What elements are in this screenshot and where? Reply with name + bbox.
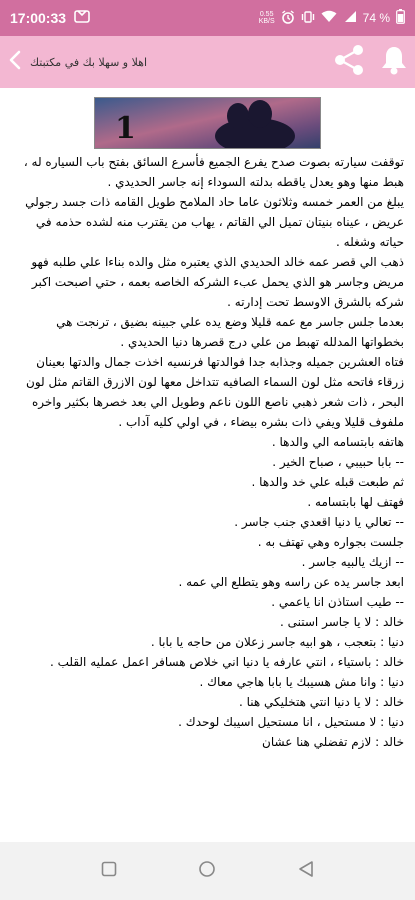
home-button[interactable] [198,860,216,882]
status-time: 17:00:33 [10,10,67,26]
cover-image [94,97,321,149]
notifications-button[interactable] [381,45,407,79]
story-paragraph: خالد : لازم تفضلي هنا عشان [262,735,404,749]
circle-icon [198,860,216,878]
cellular-signal-icon [343,10,357,26]
wifi-icon [321,10,337,26]
network-speed-unit: KB/S [258,18,275,25]
app-bar-left [8,50,147,74]
story-paragraph: خالد : لا يا جاسر استنى . [280,615,404,629]
cover-number: 1 [115,111,136,146]
network-speed-value: 0.55 [259,11,274,18]
share-icon [333,44,365,76]
story-paragraph: ابعد جاسر يده عن راسه وهو يتطلع الي عمه . [178,575,404,589]
story-paragraph: جلست بجواره وهي تهتف به . [257,535,404,549]
story-paragraph: ذهب الي قصر عمه خالد الحديدي الذي يعتبره مثل والده بناءا علي طلبه فهو مريض وجاسر هو الذي يحمل عبء الشركه الخاصه بعمه ، حتي اصبحت اكبر شركه بالشرق الاوسط تحت إدارته . [31,255,404,309]
network-speed [259,11,275,25]
status-right [259,9,405,27]
story-paragraph: توقفت سيارته بصوت صدح يفرع الجميع فأسرع السائق بفتح باب السياره له ، هبط منها وهو يعدل ياقطه بدلته السوداء إنه جاسر الحديدي . [23,155,404,189]
battery-icon [396,9,405,27]
story-paragraph: هاتفه بابتسامه الي والدها . [271,435,404,449]
couple-silhouette-image [95,98,321,149]
story-paragraph: -- تعالي يا دنيا اقعدي جنب جاسر . [234,515,404,529]
recents-button[interactable] [101,861,117,881]
story-content [14,152,404,842]
system-nav-bar [0,842,415,900]
story-paragraph: خالد : باستياء ، انتي عارفه يا دنيا اني خلاص هسافر اعمل عمليه القلب . [49,655,404,669]
story-paragraph: خالد : لا يا دنيا انتي هتخليكي هنا . [238,695,404,709]
story-paragraph: دنيا : بتعجب ، هو ابيه جاسر زعلان من حاجه يا بابا . [150,635,404,649]
story-paragraph: ثم طبعت قبله علي خد والدها . [251,475,404,489]
square-icon [101,861,117,877]
app-notification-icon [74,9,90,28]
story-paragraph: يبلغ من العمر خمسه وثلاثون عاما حاد الملامح طويل القامه ذات جسد رجولي عريض ، عيناه بنيتان تميل الي القاتم ، يهاب من يقترب منه لشده حذمه في حياته وشغله . [25,195,404,249]
story-paragraph: بعدما جلس جاسر مع عمه قليلا وضع يده علي جبينه بضيق ، ترنجت هي بخطواتها المدلله تهبط من علي درج قصرها دنيا الحديدي . [56,315,404,349]
story-paragraph: -- ازيك يالبيه جاسر . [301,555,404,569]
story-paragraph: فهتف لها بابتسامه . [307,495,404,509]
share-button[interactable] [333,44,365,80]
story-paragraph: فتاه العشرين جميله وجذابه جدا فوالدتها فرنسيه اخذت جمال والدتها بعينان زرقاء فاتحه مثل لون السماء الصافيه تتداخل معها لون الازرق القاتم مثل لون البحر ، ذات شعر ذهبي ناصع اللون ناعم وطويل الي بعد خصرها بكثير واخره ملفوف قليلا ويفي ذات بشره بيضاء ، في اولي كليه آداب . [26,355,404,429]
alarm-icon [281,10,295,27]
chevron-left-icon [8,50,22,70]
bell-icon [381,45,407,75]
status-bar [0,0,415,36]
story-paragraph: دنيا : وانا مش هسيبك يا بابا هاجي معاك . [199,675,404,689]
battery-percent: 74 % [362,11,390,25]
back-button[interactable] [8,50,22,74]
story-paragraph: دنيا : لا مستحيل ، انا مستحيل اسيبك لوحدك . [178,715,404,729]
story-paragraph: -- طيب استاذن انا ياعمي . [271,595,404,609]
status-left [10,9,90,28]
story-paragraph: -- بابا حبيبي ، صباح الخير . [272,455,404,469]
triangle-left-icon [298,860,314,878]
app-bar [0,36,415,88]
app-title: اهلا و سهلا بك في مكتبتك [30,55,148,69]
nav-back-button[interactable] [298,860,314,882]
vibrate-icon [301,10,315,27]
app-bar-right [333,44,407,80]
